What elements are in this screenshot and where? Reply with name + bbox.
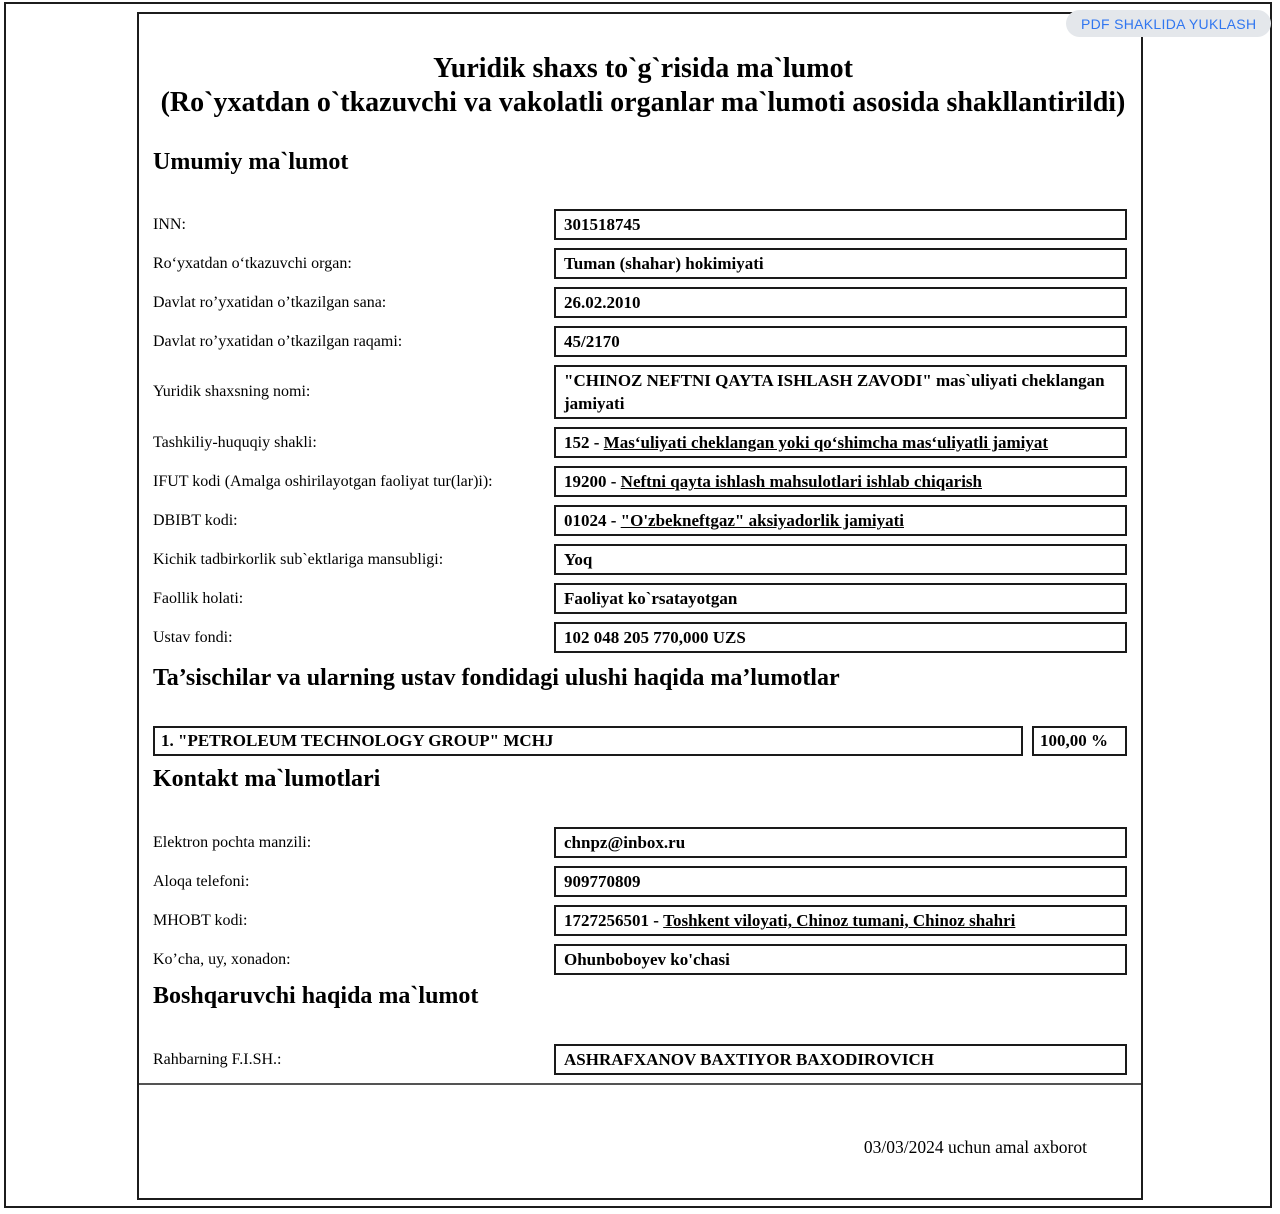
- field-label: MHOBT kodi:: [153, 911, 248, 929]
- field-label: Koʼcha, uy, xonadon:: [153, 950, 291, 968]
- founder-share-cell: 100,00 %: [1032, 726, 1127, 756]
- field-row-activity-status: [153, 583, 1127, 614]
- field-row-email: [153, 827, 1127, 858]
- field-label: Kichik tadbirkorlik sub`ektlariga mansubligi:: [153, 550, 444, 568]
- field-value-box: [554, 827, 1127, 858]
- field-row-registration-date: [153, 287, 1127, 318]
- founder-name-cell: 1. "PETROLEUM TECHNOLOGY GROUP" MCHJ: [153, 726, 1023, 756]
- field-row-street-address: [153, 944, 1127, 975]
- field-value: 102 048 205 770,000 UZS: [564, 628, 746, 648]
- field-label: Rahbarning F.I.SH.:: [153, 1050, 282, 1068]
- field-row-registration-number: [153, 326, 1127, 357]
- field-value-prefix: 01024 -: [564, 511, 621, 531]
- page-title-subtitle: (Ro`yxatdan o`tkazuvchi va vakolatli organlar ma`lumoti asosida shakllantirildi): [160, 86, 1126, 118]
- field-value-box: [554, 866, 1127, 897]
- field-value: "CHINOZ NEFTNI QAYTA ISHLASH ZAVODI" mas`uliyati cheklangan jamiyati: [564, 371, 1105, 414]
- section-heading-contacts: Kontakt ma`lumotlari: [153, 766, 381, 793]
- field-value-box: [554, 905, 1127, 936]
- field-value: 26.02.2010: [564, 293, 641, 313]
- founder-row: [153, 726, 1127, 756]
- field-label: Ustav fondi:: [153, 628, 233, 646]
- field-value-box: [554, 583, 1127, 614]
- field-label: INN:: [153, 215, 186, 233]
- field-value: 301518745: [564, 215, 641, 235]
- field-value-box: [554, 209, 1127, 240]
- field-row-entity-name: [153, 365, 1127, 419]
- field-value: 909770809: [564, 872, 641, 892]
- field-value-box: [554, 1044, 1127, 1075]
- document-card: [137, 12, 1143, 1200]
- field-row-charter-fund: [153, 622, 1127, 653]
- field-label: Davlat roʼyxatidan oʼtkazilgan sana:: [153, 293, 387, 311]
- field-value: 45/2170: [564, 332, 620, 352]
- field-value-prefix: 19200 -: [564, 472, 621, 492]
- field-value-link[interactable]: Masʻuliyati cheklangan yoki qoʻshimcha masʻuliyatli jamiyat: [603, 433, 1049, 453]
- field-label: DBIBT kodi:: [153, 511, 238, 529]
- field-value-prefix: 1727256501 -: [564, 911, 664, 931]
- field-label: Faollik holati:: [153, 589, 244, 607]
- field-row-phone: [153, 866, 1127, 897]
- page-title: [153, 52, 1133, 119]
- field-value-box: [554, 365, 1127, 419]
- field-row-legal-form: [153, 427, 1127, 458]
- field-value: Yoq: [564, 550, 593, 570]
- page-title-main: Yuridik shaxs to`g`risida ma`lumot: [433, 53, 853, 84]
- field-value-box: [554, 544, 1127, 575]
- field-value: ASHRAFXANOV BAXTIYOR BAXODIROVICH: [564, 1050, 934, 1070]
- section-heading-manager: Boshqaruvchi haqida ma`lumot: [153, 983, 479, 1010]
- field-row-mhobt-code: [153, 905, 1127, 936]
- footer-note: 03/03/2024 uchun amal axborot: [863, 1137, 1087, 1158]
- footer-divider: [139, 1083, 1141, 1085]
- field-value-box: [554, 427, 1127, 458]
- pdf-download-button[interactable]: PDF SHAKLIDA YUKLASH: [1066, 10, 1271, 37]
- field-value: Faoliyat ko`rsatayotgan: [564, 589, 738, 609]
- field-value-box: [554, 622, 1127, 653]
- field-row-ifut-code: [153, 466, 1127, 497]
- field-value: Tuman (shahar) hokimiyati: [564, 254, 764, 274]
- field-row-registering-organ: [153, 248, 1127, 279]
- field-label: Elektron pochta manzili:: [153, 833, 312, 851]
- field-value-prefix: 152 -: [564, 433, 604, 453]
- field-label: Tashkiliy-huquqiy shakli:: [153, 433, 317, 451]
- field-value-box: [554, 466, 1127, 497]
- field-value-box: [554, 944, 1127, 975]
- field-row-director-name: [153, 1044, 1127, 1075]
- field-row-dbibt-code: [153, 505, 1127, 536]
- field-label: Davlat roʼyxatidan oʼtkazilgan raqami:: [153, 332, 403, 350]
- field-value-box: [554, 287, 1127, 318]
- field-value: chnpz@inbox.ru: [564, 833, 686, 853]
- field-value-box: [554, 326, 1127, 357]
- field-label: Roʻyxatdan oʻtkazuvchi organ:: [153, 254, 352, 272]
- field-value-box: [554, 505, 1127, 536]
- field-value-box: [554, 248, 1127, 279]
- field-row-inn: [153, 209, 1127, 240]
- field-value-link[interactable]: Neftni qayta ishlash mahsulotlari ishlab chiqarish: [620, 472, 982, 492]
- field-label: IFUT kodi (Amalga oshirilayotgan faoliyat tur(lar)i):: [153, 472, 493, 490]
- field-value-link[interactable]: Toshkent viloyati, Chinoz tumani, Chinoz shahri: [663, 911, 1016, 931]
- section-heading-general: Umumiy ma`lumot: [153, 149, 349, 176]
- field-label: Yuridik shaxsning nomi:: [153, 383, 311, 401]
- field-label: Aloqa telefoni:: [153, 872, 250, 890]
- section-heading-founders: Ta’sischilar va ularning ustav fondidagi ulushi haqida ma’lumotlar: [153, 665, 840, 692]
- field-row-small-business: [153, 544, 1127, 575]
- field-value: Ohunboboyev ko'chasi: [564, 950, 730, 970]
- field-value-link[interactable]: "O'zbekneftgaz" aksiyadorlik jamiyati: [620, 511, 904, 531]
